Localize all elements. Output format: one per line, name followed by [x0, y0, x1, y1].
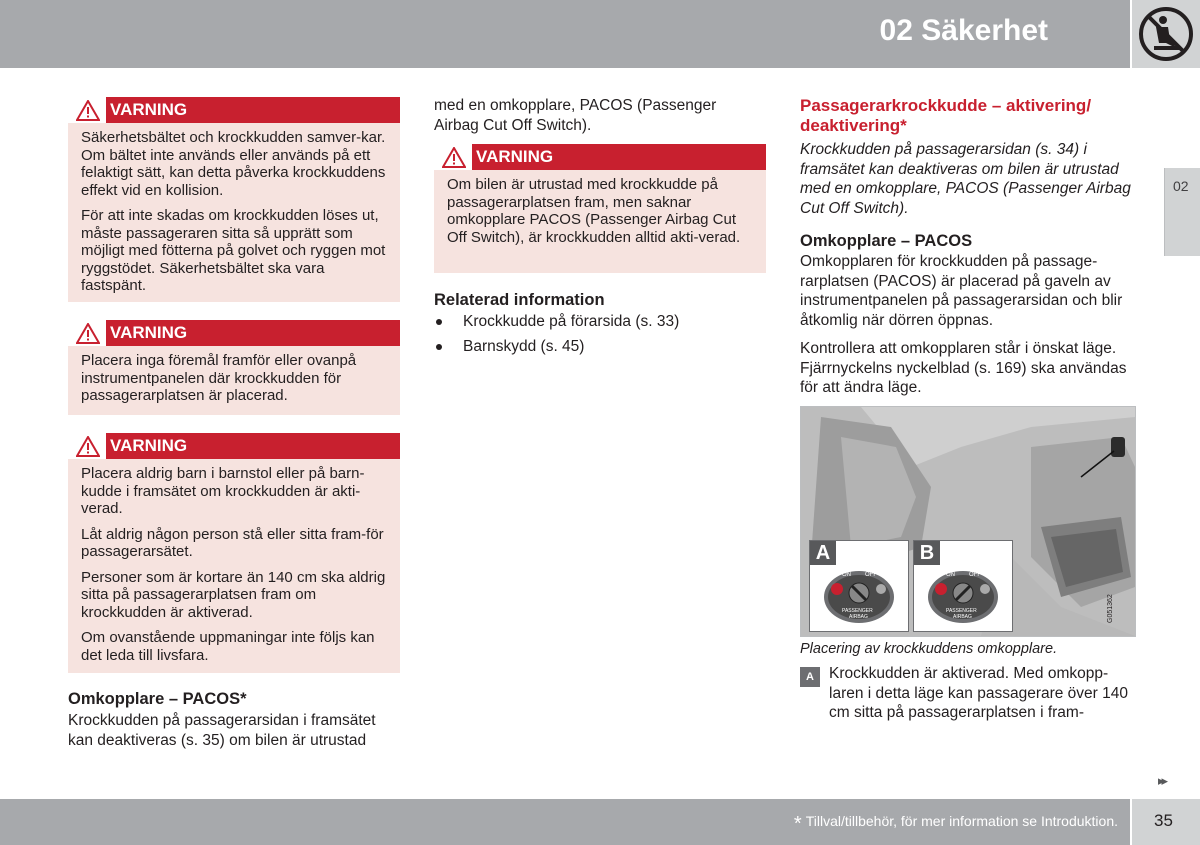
warning-text: För att inte skadas om krockkudden löses ut, måste passageraren sitta så upprätt som möjligt med fötterna på golvet och ryggen mot ryggstödet. Säkerhetsbältet ska vara fastspänt. [81, 207, 386, 294]
inset-b-label: B [914, 541, 940, 565]
paragraph: Kontrollera att omkopplaren står i önskat läge. Fjärrnyckelns nyckelblad (s. 169) ska användas för att ändra läge. [800, 340, 1127, 396]
inset-b [913, 540, 1013, 632]
related-link[interactable]: Barnskydd (s. 45) [434, 337, 679, 362]
warning-text: Om ovanstående uppmaningar inte följs kan det leda till livsfara. [81, 629, 375, 664]
switch-caption-2: AIRBAG [953, 614, 972, 620]
switch-off-label: OFF [865, 572, 877, 578]
warning-text: Personer som är kortare än 140 cm ska aldrig sitta på passagerarplatsen fram om krockkudden är aktiverad. [81, 568, 386, 621]
badge-a: A [800, 667, 820, 687]
chapter-side-tab[interactable] [1164, 168, 1200, 256]
warning-triangle-icon [76, 100, 100, 121]
warning-text: Placera aldrig barn i barnstol eller på barn-kudde i framsätet om krockkudden är akti-verad. [81, 465, 365, 517]
figure-code: G051362 [1107, 594, 1114, 623]
warning-text: Placera inga föremål framför eller ovanpå instrumentpanelen där krockkudden för passagerarplatsen är placerad. [81, 352, 357, 404]
switch-on-label: ON [946, 572, 955, 578]
warning-triangle-icon [76, 436, 100, 457]
pacos-figure [800, 406, 1136, 637]
page-footer [0, 799, 1130, 845]
footer-note [794, 813, 1118, 836]
warning-box-2 [68, 320, 400, 415]
warning-header [68, 320, 400, 346]
chapter-title: 02 Säkerhet [879, 14, 1048, 47]
section-heading-red: Passagerarkrockkudde – aktivering/ deaktivering* [800, 96, 1092, 135]
item-a-badge [800, 667, 820, 687]
warning-text: Säkerhetsbältet och krockkudden samver-kar. Om bältet inte används eller används på ett felaktigt sätt, kan detta påverka krockkuddens effekt vid en kollision. [81, 129, 386, 199]
intro-text: med en omkopplare, PACOS (Passenger Airbag Cut Off Switch). [434, 97, 717, 134]
inset-a [809, 540, 909, 632]
section-text: Krockkudden på passagerarsidan i framsätet kan deaktiveras (s. 35) om bilen är utrustad [68, 712, 376, 749]
switch-caption-1: PASSENGER [842, 608, 873, 614]
warning-box-1 [68, 97, 400, 302]
page-number-box [1132, 799, 1200, 845]
subheading: Omkopplare – PACOS [800, 232, 973, 250]
switch-off-label: OFF [969, 572, 981, 578]
related-heading: Relaterad information [434, 291, 605, 309]
warning-label: VARNING [110, 323, 188, 342]
side-tab-label: 02 [1173, 178, 1189, 194]
page-number: 35 [1154, 811, 1173, 830]
warning-box-4 [434, 144, 766, 273]
item-a-text: Krockkudden är aktiverad. Med omkopp-laren i detta läge kan passagerare över 140 cm sitta på passagerarplatsen i fram- [829, 665, 1129, 721]
footnote-text: Tillval/tillbehör, för mer information se Introduktion. [805, 813, 1118, 829]
chapter-header [0, 0, 1130, 68]
section-heading: Omkopplare – PACOS* [68, 690, 247, 708]
figure-caption: Placering av krockkuddens omkopplare. [800, 641, 1058, 657]
warning-label: VARNING [476, 147, 554, 166]
warning-triangle-icon [76, 323, 100, 344]
related-link[interactable]: Krockkudde på förarsida (s. 33) [434, 312, 679, 337]
warning-header [68, 433, 400, 459]
related-list [434, 312, 679, 362]
continue-arrows: ▸▸ [1158, 773, 1166, 788]
italic-intro: Krockkudden på passagerarsidan (s. 34) i framsätet kan deaktiveras om bilen är utrustad med en omkopplare, PACOS (Passenger Airbag Cut Off Switch). [800, 141, 1131, 217]
warning-box-3 [68, 433, 400, 673]
warning-header [434, 144, 766, 170]
switch-on-label: ON [842, 572, 851, 578]
warning-text: Om bilen är utrustad med krockkudde på passagerarplatsen fram, men saknar omkopplare PACOS (Passenger Airbag Cut Off Switch), är krockkudden alltid akti-verad. [447, 176, 741, 246]
inset-a-label: A [810, 541, 836, 565]
footnote-star: * [793, 813, 802, 835]
warning-label: VARNING [110, 100, 188, 119]
warning-text: Låt aldrig någon person stå eller sitta fram-för passagerarsätet. [81, 525, 384, 560]
switch-caption-2: AIRBAG [849, 614, 868, 620]
warning-triangle-icon [442, 147, 466, 168]
warning-header [68, 97, 400, 123]
warning-label: VARNING [110, 436, 188, 455]
no-airbag-warning-icon [1132, 0, 1200, 68]
paragraph: Omkopplaren för krockkudden på passage-rarplatsen (PACOS) är placerad på gaveln av instrumentpanelen på passagerarsidan och blir åtkomlig när dörren öppnas. [800, 253, 1123, 329]
chapter-icon-box [1132, 0, 1200, 68]
switch-caption-1: PASSENGER [946, 608, 977, 614]
